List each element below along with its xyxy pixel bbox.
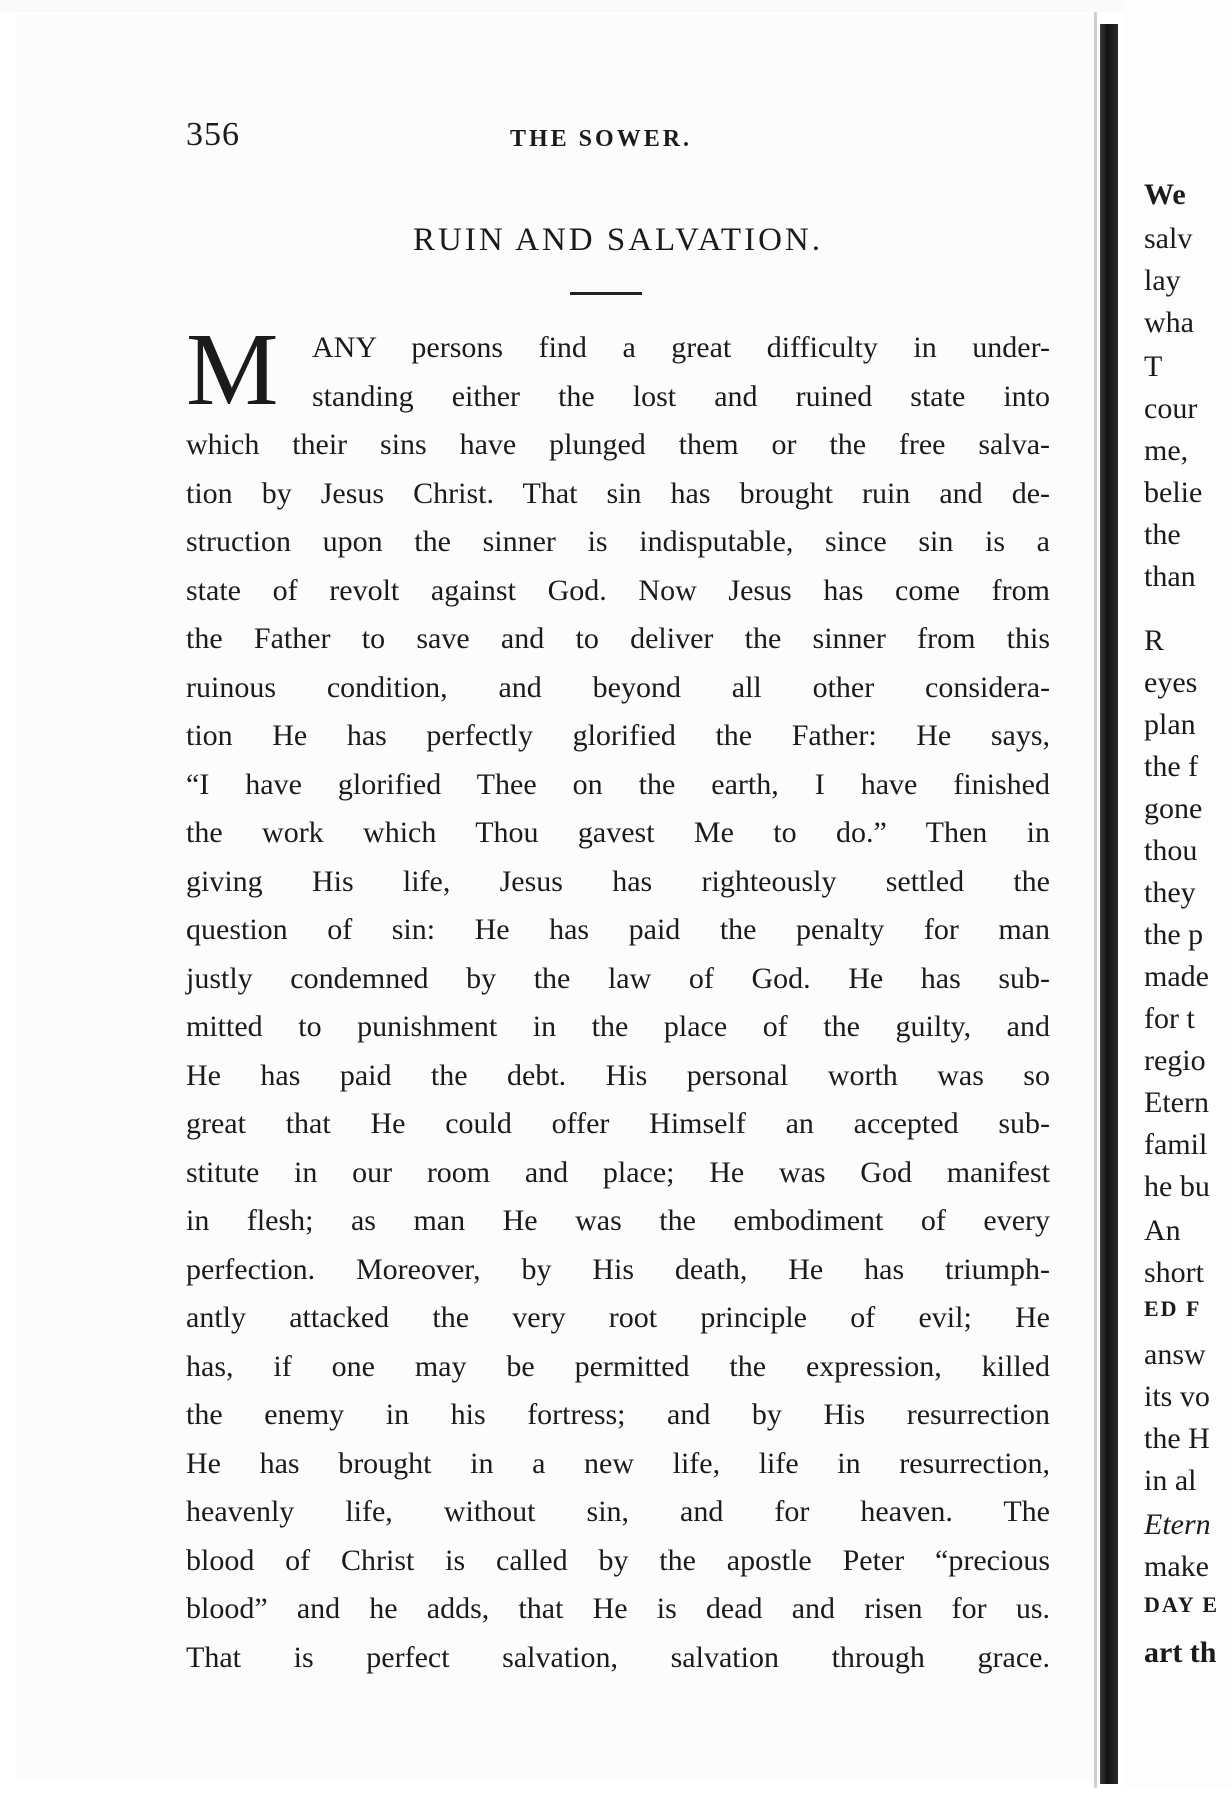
adjacent-text-fragment: Etern	[1144, 1508, 1211, 1541]
running-head: THE SOWER.	[510, 126, 693, 152]
adjacent-text-fragment: for t	[1144, 1002, 1195, 1035]
text-line: the work which Thou gavest Me to do.” Then in	[186, 816, 1050, 849]
adjacent-text-fragment: art th	[1144, 1636, 1217, 1669]
adjacent-text-fragment: An	[1144, 1214, 1181, 1247]
adjacent-text-fragment: than	[1144, 560, 1196, 593]
text-line: ANY persons find a great difficulty in under-	[312, 331, 1050, 364]
adjacent-text-fragment: he bu	[1144, 1170, 1210, 1203]
adjacent-text-fragment: wha	[1144, 306, 1194, 339]
adjacent-text-fragment: me,	[1144, 434, 1189, 467]
adjacent-text-fragment: plan	[1144, 708, 1196, 741]
page-edge-line	[1094, 12, 1097, 1792]
adjacent-text-fragment: gone	[1144, 792, 1203, 825]
text-line: state of revolt against God. Now Jesus has come from	[186, 573, 1050, 607]
text-line: the enemy in his fortress; and by His resurrection	[186, 1398, 1050, 1431]
article-body	[186, 324, 1050, 1682]
adjacent-page-fragment	[1124, 0, 1232, 1808]
article-title: RUIN AND SALVATION.	[413, 222, 823, 258]
text-line: perfection. Moreover, by His death, He has triumph-	[186, 1252, 1050, 1286]
adjacent-text-fragment: answ	[1144, 1338, 1206, 1371]
adjacent-text-fragment: made	[1144, 960, 1209, 993]
text-line: justly condemned by the law of God. He has sub-	[186, 961, 1050, 995]
text-line: giving His life, Jesus has righteously settled the	[186, 864, 1050, 898]
text-line: the Father to save and to deliver the sinner from this	[186, 622, 1050, 655]
text-line: mitted to punishment in the place of the guilty, and	[186, 1010, 1050, 1043]
text-line: heavenly life, without sin, and for heaven. The	[186, 1495, 1050, 1528]
text-line: blood” and he adds, that He is dead and risen for us.	[186, 1592, 1050, 1625]
text-line: He has paid the debt. His personal worth was so	[186, 1058, 1050, 1092]
text-line: has, if one may be permitted the expression, killed	[186, 1349, 1050, 1383]
text-line: “I have glorified Thee on the earth, I have finished	[186, 767, 1050, 801]
adjacent-text-fragment: regio	[1144, 1044, 1206, 1077]
title-divider	[570, 292, 642, 295]
text-line: tion by Jesus Christ. That sin has brought ruin and de-	[186, 476, 1050, 510]
adjacent-text-fragment: they	[1144, 876, 1196, 909]
adjacent-text-fragment: make	[1144, 1550, 1209, 1583]
text-line: standing either the lost and ruined state into	[312, 379, 1050, 413]
text-line: tion He has perfectly glorified the Father: He says,	[186, 719, 1050, 752]
adjacent-text-fragment: salv	[1144, 222, 1193, 255]
adjacent-text-fragment: T	[1144, 350, 1163, 383]
adjacent-text-fragment: thou	[1144, 834, 1198, 867]
text-line: which their sins have plunged them or the free salva-	[186, 428, 1050, 461]
adjacent-text-fragment: lay	[1144, 264, 1181, 297]
text-line: antly attacked the very root principle of evil; He	[186, 1301, 1050, 1334]
adjacent-text-fragment: Etern	[1144, 1086, 1209, 1119]
book-gutter	[1100, 24, 1118, 1784]
drop-cap: M	[186, 312, 279, 427]
text-line: great that He could offer Himself an accepted sub-	[186, 1107, 1050, 1140]
scan-bottom-edge	[0, 1788, 1232, 1808]
adjacent-text-fragment: the	[1144, 518, 1181, 551]
text-line: He has brought in a new life, life in resurrection,	[186, 1446, 1050, 1480]
adjacent-text-fragment: eyes	[1144, 666, 1198, 699]
page-number: 356	[186, 116, 240, 153]
text-line: That is perfect salvation, salvation through grace.	[186, 1640, 1050, 1674]
text-line: struction upon the sinner is indisputable, since sin is a	[186, 525, 1050, 558]
adjacent-text-fragment: We	[1144, 178, 1186, 211]
text-line: stitute in our room and place; He was God manifest	[186, 1155, 1050, 1189]
text-line: blood of Christ is called by the apostle Peter “precious	[186, 1543, 1050, 1577]
adjacent-text-fragment: ED F	[1144, 1296, 1202, 1321]
adjacent-text-fragment: the H	[1144, 1422, 1210, 1455]
adjacent-text-fragment: DAY E	[1144, 1592, 1220, 1617]
adjacent-text-fragment: R	[1144, 624, 1165, 657]
adjacent-text-fragment: the p	[1144, 918, 1204, 951]
page-header	[186, 116, 1046, 160]
adjacent-text-fragment: in al	[1144, 1464, 1197, 1497]
adjacent-text-fragment: its vo	[1144, 1380, 1210, 1413]
adjacent-text-fragment: short	[1144, 1256, 1204, 1289]
adjacent-text-fragment: the f	[1144, 750, 1199, 783]
adjacent-text-fragment: cour	[1144, 392, 1198, 425]
text-line: question of sin: He has paid the penalty for man	[186, 913, 1050, 946]
adjacent-text-fragment: belie	[1144, 476, 1203, 509]
text-line: in flesh; as man He was the embodiment of every	[186, 1204, 1050, 1237]
adjacent-text-fragment: famil	[1144, 1128, 1208, 1161]
text-line: ruinous condition, and beyond all other considera-	[186, 670, 1050, 704]
scan-top-edge	[0, 0, 1232, 12]
